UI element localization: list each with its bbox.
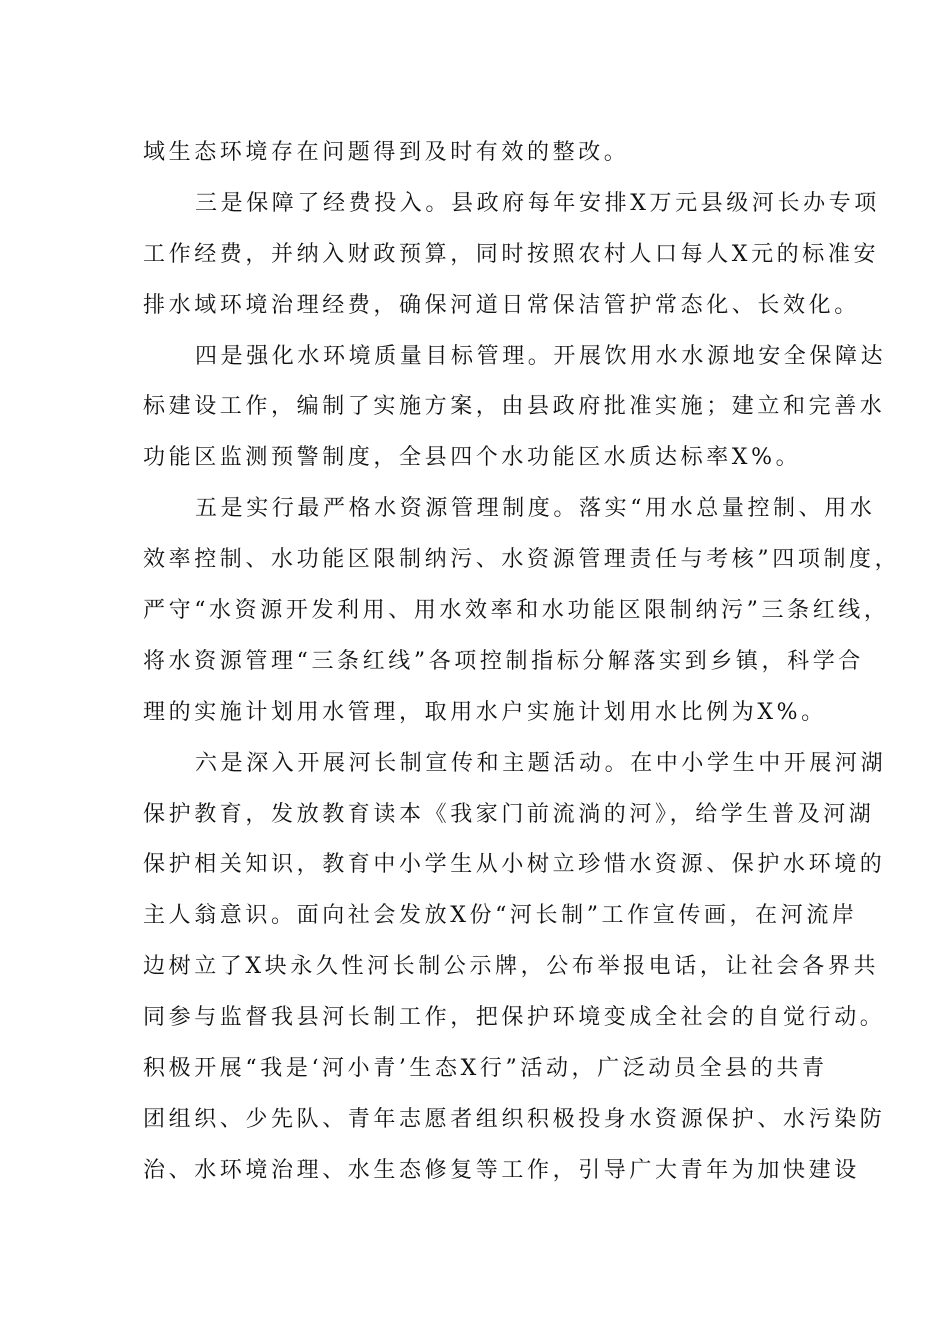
text-line: 积极开展“我是‘河小青’生态X行”活动，广泛动员全县的共青 bbox=[143, 1056, 828, 1082]
text-line: 治、水环境治理、水生态修复等工作，引导广大青年为加快建设 bbox=[143, 1157, 860, 1183]
text-line: 排水域环境治理经费，确保河道日常保洁管护常态化、长效化。 bbox=[143, 292, 860, 318]
paragraph-start-line: 六是深入开展河长制宣传和主题活动。在中小学生中开展河湖 bbox=[195, 750, 887, 776]
text-line: 效率控制、水功能区限制纳污、水资源管理责任与考核”四项制度， bbox=[143, 547, 901, 573]
text-line: 工作经费，并纳入财政预算，同时按照农村人口每人X元的标准安 bbox=[143, 241, 880, 267]
text-line: 团组织、少先队、青年志愿者组织积极投身水资源保护、水污染防 bbox=[143, 1106, 886, 1132]
paragraph-start-line: 五是实行最严格水资源管理制度。落实“用水总量控制、用水 bbox=[195, 496, 876, 522]
text-line: 严守“水资源开发利用、用水效率和水功能区限制纳污”三条红线， bbox=[143, 598, 890, 624]
text-line: 标建设工作，编制了实施方案，由县政府批准实施；建立和完善水 bbox=[143, 394, 886, 420]
text-line: 边树立了X块永久性河长制公示牌，公布举报电话，让社会各界共 bbox=[143, 954, 880, 980]
text-line: 主人翁意识。面向社会发放X份“河长制”工作宣传画，在河流岸 bbox=[143, 903, 858, 929]
paragraph-start-line: 四是强化水环境质量目标管理。开展饮用水水源地安全保障达 bbox=[195, 343, 887, 369]
document-body bbox=[143, 131, 901, 1200]
text-line: 保护相关知识，教育中小学生从小树立珍惜水资源、保护水环境的 bbox=[143, 852, 886, 878]
paragraph-start-line: 三是保障了经费投入。县政府每年安排X万元县级河长办专项 bbox=[195, 190, 880, 216]
text-line: 功能区监测预警制度，全县四个水功能区水质达标率X%。 bbox=[143, 445, 802, 471]
text-line: 将水资源管理“三条红线”各项控制指标分解落实到乡镇，科学合 bbox=[143, 648, 864, 674]
text-line: 理的实施计划用水管理，取用水户实施计划用水比例为X%。 bbox=[143, 699, 827, 725]
text-line: 域生态环境存在问题得到及时有效的整改。 bbox=[143, 140, 630, 165]
text-line: 保护教育，发放教育读本《我家门前流淌的河》，给学生普及河湖 bbox=[143, 801, 875, 827]
text-line: 同参与监督我县河长制工作，把保护环境变成全社会的自觉行动。 bbox=[143, 1005, 886, 1031]
